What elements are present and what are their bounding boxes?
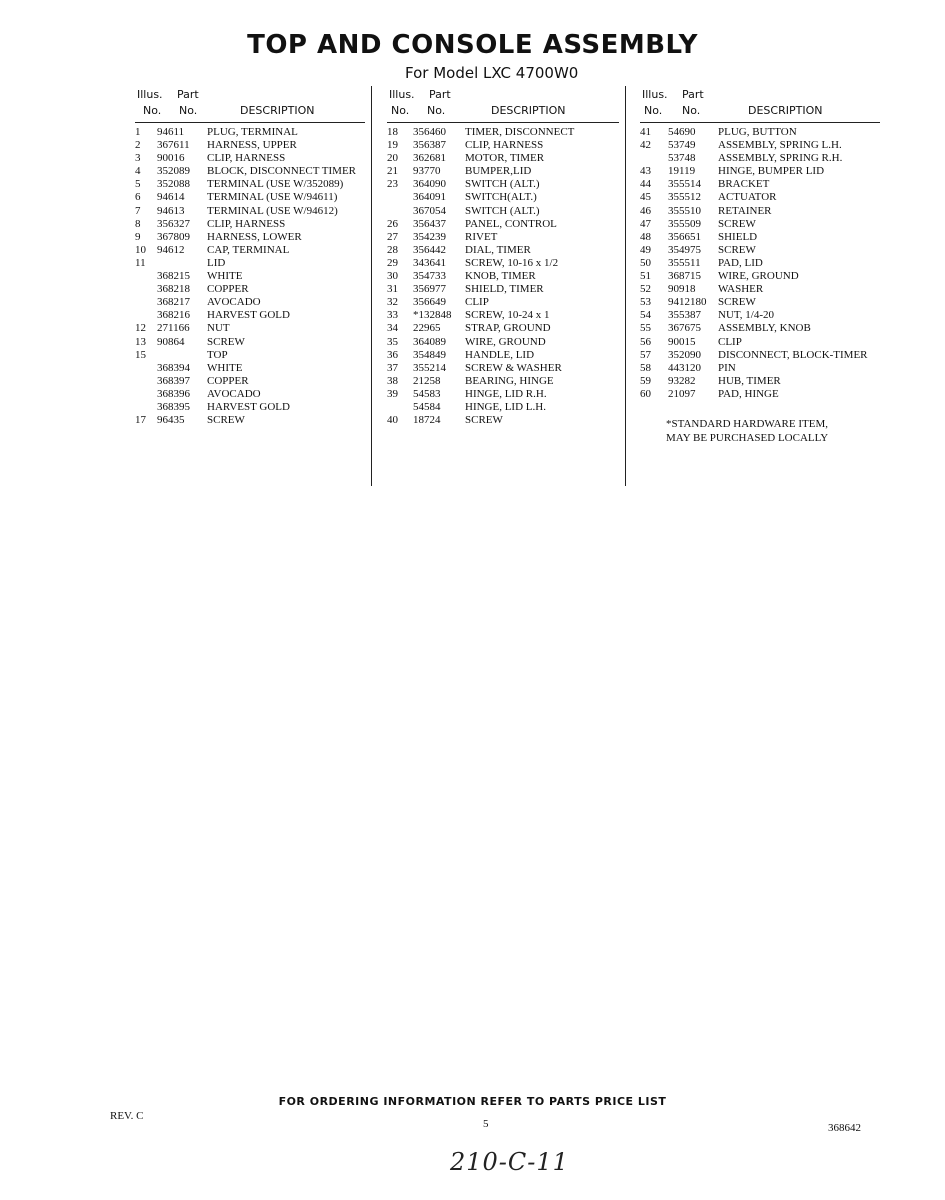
part-description: PAD, HINGE: [718, 387, 779, 400]
table-row: [640, 152, 880, 165]
part-description: SWITCH (ALT.): [465, 204, 540, 217]
illus-no-label: No.: [391, 104, 410, 117]
part-number: 343641: [413, 256, 446, 269]
illus-number: 32: [387, 296, 398, 309]
part-number: 352088: [157, 178, 190, 191]
column-header: [135, 88, 365, 123]
part-description: PLUG, BUTTON: [718, 126, 797, 138]
illus-number: 42: [640, 139, 651, 152]
part-description: WIRE, GROUND: [465, 335, 546, 348]
illus-number: 10: [135, 243, 146, 256]
table-row: [387, 257, 619, 270]
table-row: [387, 191, 619, 204]
part-description: NUT: [207, 322, 230, 335]
table-row: [387, 152, 619, 165]
illus-number: 45: [640, 191, 651, 204]
part-description: NUT, 1/4-20: [718, 309, 775, 322]
table-row: [135, 191, 365, 204]
part-description: CLIP, HARNESS: [207, 217, 286, 230]
illus-number: 41: [640, 126, 651, 138]
illus-number: 26: [387, 217, 398, 230]
illus-number: 38: [387, 374, 398, 387]
part-number: 356442: [413, 243, 446, 256]
illus-number: 49: [640, 243, 651, 256]
part-description: TERMINAL (USE W/352089): [207, 178, 344, 191]
table-row: [640, 309, 880, 322]
table-row: [387, 126, 619, 139]
part-description: SHIELD: [718, 230, 758, 243]
illus-number: 31: [387, 283, 398, 296]
part-description: BLOCK, DISCONNECT TIMER: [207, 165, 357, 178]
illus-number: 33: [387, 309, 398, 322]
table-row: [387, 244, 619, 257]
illus-number: 58: [640, 361, 651, 374]
part-number: 354975: [668, 243, 701, 256]
table-row: [387, 309, 619, 322]
part-number: 368715: [668, 270, 701, 283]
part-label: Part: [682, 88, 704, 101]
part-number: 90016: [157, 152, 185, 165]
part-description: BUMPER,LID: [465, 165, 532, 178]
illus-number: 57: [640, 348, 651, 361]
table-row: [387, 231, 619, 244]
document-number: 368642: [828, 1122, 861, 1134]
column-divider-1: [371, 86, 372, 486]
illus-number: 28: [387, 243, 398, 256]
part-description: SCREW, 10-24 x 1: [465, 309, 550, 322]
part-description: HUB, TIMER: [718, 374, 781, 387]
illus-number: 46: [640, 204, 651, 217]
table-row: [135, 257, 365, 270]
illus-number: 44: [640, 178, 651, 191]
table-row: [135, 296, 365, 309]
illus-number: 34: [387, 322, 398, 335]
part-number: 356651: [668, 230, 701, 243]
table-row: [387, 349, 619, 362]
part-number: 364089: [413, 335, 446, 348]
illus-number: 20: [387, 152, 398, 165]
table-row: [135, 152, 365, 165]
illus-label: Illus.: [389, 88, 415, 101]
part-number: 271166: [157, 322, 190, 335]
part-number: 354239: [413, 230, 446, 243]
part-number: 364091: [413, 191, 446, 204]
table-row: [135, 375, 365, 388]
parts-list: [640, 126, 880, 401]
part-description: SCREW: [718, 243, 756, 256]
part-number: 368215: [157, 270, 190, 283]
table-row: [387, 296, 619, 309]
table-row: [640, 218, 880, 231]
part-number: 93770: [413, 165, 441, 178]
table-row: [135, 309, 365, 322]
table-row: [387, 270, 619, 283]
table-row: [135, 362, 365, 375]
table-row: [387, 362, 619, 375]
part-description: TIMER, DISCONNECT: [465, 126, 575, 138]
part-no-label: No.: [179, 104, 198, 117]
table-row: [387, 178, 619, 191]
page-title: TOP AND CONSOLE ASSEMBLY: [247, 30, 698, 60]
part-description: COPPER: [207, 283, 249, 296]
part-number: 355214: [413, 361, 446, 374]
part-description: HARNESS, UPPER: [207, 139, 297, 152]
illus-number: 23: [387, 178, 398, 191]
part-number: 22965: [413, 322, 441, 335]
table-row: [135, 414, 365, 427]
illus-number: 37: [387, 361, 398, 374]
table-row: [135, 283, 365, 296]
part-number: 368216: [157, 309, 190, 322]
part-description: SCREW: [718, 296, 756, 309]
illus-number: 17: [135, 414, 146, 427]
part-label: Part: [177, 88, 199, 101]
illus-number: 1: [135, 126, 141, 138]
illus-label: Illus.: [642, 88, 668, 101]
part-number: 21097: [668, 387, 696, 400]
illus-number: 21: [387, 165, 398, 178]
table-row: [387, 375, 619, 388]
part-description: PANEL, CONTROL: [465, 217, 557, 230]
table-row: [387, 165, 619, 178]
table-row: [387, 336, 619, 349]
illus-number: 60: [640, 387, 651, 400]
part-description: TOP: [207, 348, 228, 361]
illus-no-label: No.: [143, 104, 162, 117]
part-description: HINGE, LID R.H.: [465, 387, 547, 400]
part-number: 354849: [413, 348, 446, 361]
table-row: [135, 165, 365, 178]
part-number: 367611: [157, 139, 190, 152]
table-row: [135, 270, 365, 283]
table-row: [135, 388, 365, 401]
part-number: 90015: [668, 335, 696, 348]
illus-number: 8: [135, 217, 141, 230]
part-number: 368217: [157, 296, 190, 309]
illus-number: 36: [387, 348, 398, 361]
part-description: CLIP: [718, 335, 742, 348]
illus-number: 43: [640, 165, 651, 178]
part-number: 53748: [668, 152, 696, 165]
part-description: TERMINAL (USE W/94612): [207, 204, 338, 217]
part-description: HARNESS, LOWER: [207, 230, 302, 243]
table-row: [640, 178, 880, 191]
part-number: 368218: [157, 283, 190, 296]
parts-list: [387, 126, 619, 427]
illus-number: 2: [135, 139, 141, 152]
part-description: PIN: [718, 361, 736, 374]
part-number: 364090: [413, 178, 446, 191]
table-row: [387, 322, 619, 335]
table-row: [135, 231, 365, 244]
parts-column-1: [135, 88, 365, 427]
table-row: [640, 336, 880, 349]
parts-list: [135, 126, 365, 427]
table-row: [387, 205, 619, 218]
part-number: 21258: [413, 374, 441, 387]
table-row: [640, 362, 880, 375]
part-description: SHIELD, TIMER: [465, 283, 544, 296]
part-number: *132848: [413, 309, 452, 322]
part-number: 356437: [413, 217, 446, 230]
table-row: [640, 349, 880, 362]
part-number: 368394: [157, 361, 190, 374]
illus-number: 4: [135, 165, 141, 178]
hardware-note: [666, 418, 828, 445]
illus-number: 55: [640, 322, 651, 335]
part-number: 54690: [668, 126, 696, 138]
part-number: 352090: [668, 348, 701, 361]
illus-number: 18: [387, 126, 398, 138]
part-number: 54584: [413, 400, 441, 413]
part-number: 368395: [157, 400, 190, 413]
table-row: [640, 231, 880, 244]
illus-number: 6: [135, 191, 141, 204]
table-row: [640, 205, 880, 218]
part-description: HARVEST GOLD: [207, 400, 290, 413]
description-label: DESCRIPTION: [748, 104, 823, 117]
part-number: 356387: [413, 139, 446, 152]
part-description: PLUG, TERMINAL: [207, 126, 298, 138]
part-number: 90864: [157, 335, 185, 348]
part-number: 356977: [413, 283, 446, 296]
illus-number: 19: [387, 139, 398, 152]
table-row: [640, 375, 880, 388]
table-row: [135, 218, 365, 231]
part-description: RIVET: [465, 230, 498, 243]
illus-number: 39: [387, 387, 398, 400]
table-row: [640, 270, 880, 283]
table-row: [387, 388, 619, 401]
table-row: [135, 336, 365, 349]
part-description: SCREW: [465, 414, 503, 427]
part-description: SWITCH (ALT.): [465, 178, 540, 191]
illus-number: 13: [135, 335, 146, 348]
part-description: WASHER: [718, 283, 764, 296]
part-description: HARVEST GOLD: [207, 309, 290, 322]
part-number: 356460: [413, 126, 446, 138]
part-number: 355511: [668, 256, 701, 269]
part-number: 368397: [157, 374, 190, 387]
part-description: WHITE: [207, 361, 243, 374]
part-number: 53749: [668, 139, 696, 152]
part-description: MOTOR, TIMER: [465, 152, 545, 165]
part-description: WHITE: [207, 270, 243, 283]
illus-number: 52: [640, 283, 651, 296]
part-number: 96435: [157, 414, 185, 427]
part-number: 94612: [157, 243, 185, 256]
part-number: 355510: [668, 204, 701, 217]
illus-number: 9: [135, 230, 141, 243]
part-number: 54583: [413, 387, 441, 400]
part-description: CAP, TERMINAL: [207, 243, 290, 256]
part-number: 355514: [668, 178, 701, 191]
page-number: 5: [483, 1118, 489, 1130]
part-number: 90918: [668, 283, 696, 296]
part-description: CLIP, HARNESS: [465, 139, 544, 152]
illus-number: 56: [640, 335, 651, 348]
illus-number: 50: [640, 256, 651, 269]
illus-label: Illus.: [137, 88, 163, 101]
part-number: 443120: [668, 361, 701, 374]
part-number: 94611: [157, 126, 185, 138]
column-header: [387, 88, 619, 123]
part-description: ASSEMBLY, SPRING R.H.: [718, 152, 843, 165]
illus-number: 11: [135, 256, 146, 269]
part-description: PAD, LID: [718, 256, 763, 269]
part-description: SCREW, 10-16 x 1/2: [465, 256, 559, 269]
part-description: SCREW: [718, 217, 756, 230]
part-description: SWITCH(ALT.): [465, 191, 537, 204]
illus-number: 3: [135, 152, 141, 165]
part-number: 368396: [157, 387, 190, 400]
part-number: 354733: [413, 270, 446, 283]
part-number: 18724: [413, 414, 441, 427]
part-description: HANDLE, LID: [465, 348, 535, 361]
revision-label: REV. C: [110, 1110, 144, 1122]
table-row: [640, 296, 880, 309]
table-row: [640, 244, 880, 257]
table-row: [135, 244, 365, 257]
part-label: Part: [429, 88, 451, 101]
illus-number: 7: [135, 204, 141, 217]
illus-number: 27: [387, 230, 398, 243]
table-row: [640, 257, 880, 270]
part-description: CLIP: [465, 296, 489, 309]
table-row: [640, 388, 880, 401]
part-number: 355509: [668, 217, 701, 230]
illus-number: 30: [387, 270, 398, 283]
illus-number: 40: [387, 414, 398, 427]
table-row: [387, 414, 619, 427]
part-number: 367809: [157, 230, 190, 243]
table-row: [640, 126, 880, 139]
part-description: COPPER: [207, 374, 249, 387]
parts-column-3: [640, 88, 880, 401]
table-row: [135, 401, 365, 414]
part-description: RETAINER: [718, 204, 772, 217]
illus-no-label: No.: [644, 104, 663, 117]
table-row: [387, 283, 619, 296]
part-description: BEARING, HINGE: [465, 374, 554, 387]
part-description: SCREW: [207, 414, 245, 427]
table-row: [135, 205, 365, 218]
parts-column-2: [387, 88, 619, 427]
illus-number: 5: [135, 178, 141, 191]
part-description: HINGE, BUMPER LID: [718, 165, 825, 178]
table-row: [387, 139, 619, 152]
illus-number: 29: [387, 256, 398, 269]
table-row: [387, 401, 619, 414]
part-number: 352089: [157, 165, 190, 178]
note-line-2: MAY BE PURCHASED LOCALLY: [666, 431, 829, 444]
model-subtitle: For Model LXC 4700W0: [405, 64, 579, 82]
part-description: KNOB, TIMER: [465, 270, 536, 283]
part-description: SCREW & WASHER: [465, 361, 562, 374]
table-row: [640, 322, 880, 335]
part-number: 19119: [668, 165, 696, 178]
part-description: ASSEMBLY, SPRING L.H.: [718, 139, 842, 152]
part-number: 367054: [413, 204, 446, 217]
column-divider-2: [625, 86, 626, 486]
part-description: SCREW: [207, 335, 245, 348]
part-description: TERMINAL (USE W/94611): [207, 191, 338, 204]
part-number: 362681: [413, 152, 446, 165]
note-line-1: *STANDARD HARDWARE ITEM,: [666, 418, 828, 430]
table-row: [135, 322, 365, 335]
part-description: BRACKET: [718, 178, 770, 191]
description-label: DESCRIPTION: [240, 104, 315, 117]
table-row: [640, 283, 880, 296]
illus-number: 51: [640, 270, 651, 283]
part-description: LID: [207, 256, 226, 269]
illus-number: 54: [640, 309, 651, 322]
illus-number: 48: [640, 230, 651, 243]
table-row: [387, 218, 619, 231]
ordering-info: FOR ORDERING INFORMATION REFER TO PARTS PRICE LIST: [278, 1095, 667, 1108]
table-row: [135, 139, 365, 152]
part-description: AVOCADO: [207, 296, 261, 309]
part-number: 94613: [157, 204, 185, 217]
illus-number: 35: [387, 335, 398, 348]
description-label: DESCRIPTION: [491, 104, 566, 117]
illus-number: 12: [135, 322, 146, 335]
table-row: [640, 165, 880, 178]
part-number: 93282: [668, 374, 696, 387]
column-header: [640, 88, 880, 123]
part-description: DISCONNECT, BLOCK-TIMER: [718, 348, 868, 361]
part-number: 355512: [668, 191, 701, 204]
table-row: [135, 349, 365, 362]
part-description: STRAP, GROUND: [465, 322, 551, 335]
illus-number: 47: [640, 217, 651, 230]
part-number: 367675: [668, 322, 701, 335]
part-number: 356649: [413, 296, 446, 309]
table-row: [135, 178, 365, 191]
part-description: WIRE, GROUND: [718, 270, 799, 283]
table-row: [640, 191, 880, 204]
table-row: [640, 139, 880, 152]
part-number: 355387: [668, 309, 701, 322]
part-number: 94614: [157, 191, 185, 204]
part-number: 356327: [157, 217, 190, 230]
part-description: ASSEMBLY, KNOB: [718, 322, 811, 335]
part-no-label: No.: [682, 104, 701, 117]
part-description: DIAL, TIMER: [465, 243, 531, 256]
part-description: CLIP, HARNESS: [207, 152, 286, 165]
table-row: [135, 126, 365, 139]
part-number: 9412180: [668, 296, 707, 309]
illus-number: 59: [640, 374, 651, 387]
illus-number: 53: [640, 296, 651, 309]
illus-number: 15: [135, 348, 146, 361]
part-description: HINGE, LID L.H.: [465, 400, 546, 413]
part-description: AVOCADO: [207, 387, 261, 400]
handwritten-code: 210-C-11: [450, 1148, 569, 1176]
part-description: ACTUATOR: [718, 191, 777, 204]
part-no-label: No.: [427, 104, 446, 117]
